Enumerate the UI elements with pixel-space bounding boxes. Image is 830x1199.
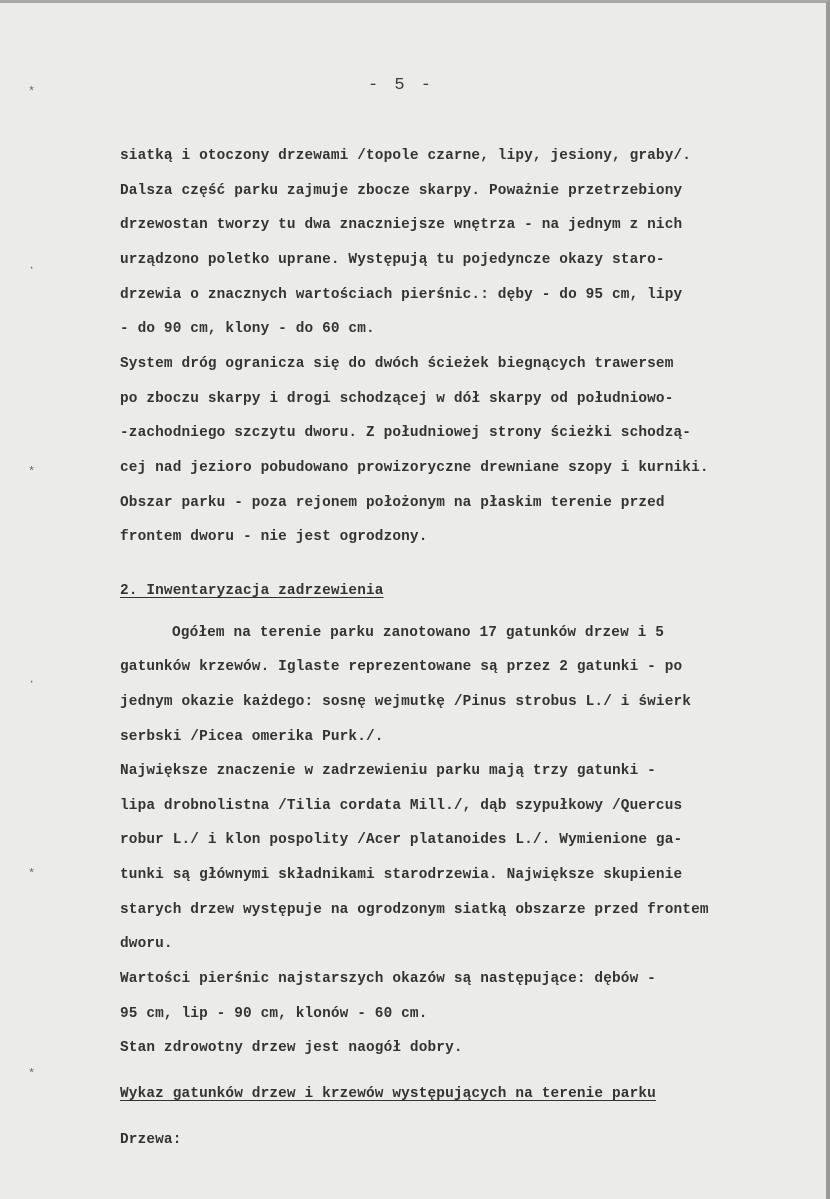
text-line: lipa drobnolistna /Tilia cordata Mill./, dąb szypułkowy /Quercus — [120, 798, 683, 814]
text-line: Dalsza część parku zajmuje zbocze skarpy. Poważnie przetrzebiony — [120, 183, 683, 199]
text-line: Wartości pierśnic najstarszych okazów są następujące: dębów - — [120, 971, 656, 987]
punch-mark: * — [28, 867, 36, 881]
text-line: jednym okazie każdego: sosnę wejmutkę /Pinus strobus L./ i świerk — [120, 694, 692, 710]
text-line: frontem dworu - nie jest ogrodzony. — [120, 529, 428, 545]
punch-mark: · — [28, 675, 36, 689]
text-line: po zboczu skarpy i drogi schodzącej w dół skarpy od południowo- — [120, 391, 674, 407]
text-line: System dróg ogranicza się do dwóch ścieżek biegnących trawersem — [120, 356, 674, 372]
text-line: drzewostan tworzy tu dwa znaczniejsze wnętrza - na jednym z nich — [120, 217, 683, 233]
text-line: tunki są głównymi składnikami starodrzewia. Największe skupienie — [120, 867, 683, 883]
text-line: Największe znaczenie w zadrzewieniu parku mają trzy gatunki - — [120, 763, 656, 779]
list-subheading: Drzewa: — [120, 1132, 182, 1148]
punch-mark: * — [28, 465, 36, 479]
text-line: Ogółem na terenie parku zanotowano 17 gatunków drzew i 5 — [172, 625, 665, 641]
text-line: gatunków krzewów. Iglaste reprezentowane są przez 2 gatunki - po — [120, 659, 683, 675]
text-line: siatką i otoczony drzewami /topole czarne, lipy, jesiony, graby/. — [120, 148, 692, 164]
page-number: - 5 - — [368, 76, 435, 95]
text-line: serbski /Picea omerika Purk./. — [120, 729, 384, 745]
text-line: robur L./ i klon pospolity /Acer platanoides L./. Wymienione ga- — [120, 832, 683, 848]
section-heading: 2. Inwentaryzacja zadrzewienia — [120, 583, 384, 599]
text-line: Stan zdrowotny drzew jest naogół dobry. — [120, 1040, 463, 1056]
text-line: drzewia o znacznych wartościach pierśnic.: dęby - do 95 cm, lipy — [120, 287, 683, 303]
text-line: cej nad jezioro pobudowano prowizoryczne drewniane szopy i kurniki. — [120, 460, 709, 476]
text-line: dworu. — [120, 936, 173, 952]
list-heading: Wykaz gatunków drzew i krzewów występujących na terenie parku — [120, 1086, 656, 1102]
punch-mark: · — [28, 261, 36, 275]
text-line: - do 90 cm, klony - do 60 cm. — [120, 321, 375, 337]
punch-mark: * — [28, 85, 36, 99]
punch-mark: * — [28, 1067, 36, 1081]
text-line: 95 cm, lip - 90 cm, klonów - 60 cm. — [120, 1006, 428, 1022]
text-line: -zachodniego szczytu dworu. Z południowej strony ścieżki schodzą- — [120, 425, 692, 441]
text-line: Obszar parku - poza rejonem położonym na płaskim terenie przed — [120, 495, 665, 511]
text-line: urządzono poletko uprane. Występują tu pojedyncze okazy staro- — [120, 252, 665, 268]
text-line: starych drzew występuje na ogrodzonym siatką obszarze przed frontem — [120, 902, 709, 918]
